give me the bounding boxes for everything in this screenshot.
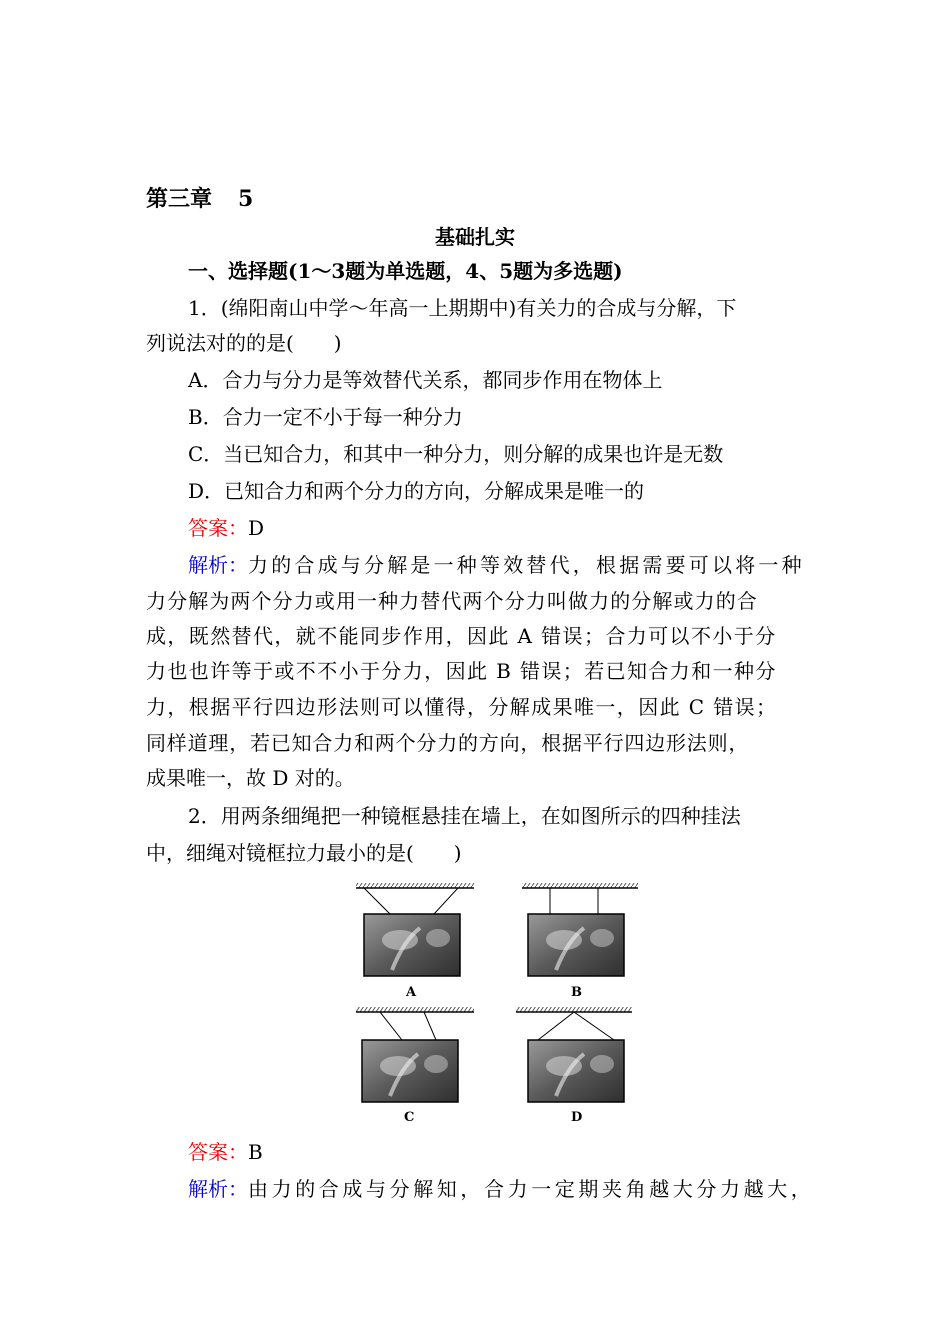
label-a: A bbox=[406, 985, 417, 1000]
q1-stem-line2: 列说法对的的是( ) bbox=[146, 331, 342, 355]
q1-option-b: B．合力一定不小于每一种分力 bbox=[188, 405, 463, 429]
q2-analysis-line1 bbox=[188, 1174, 814, 1204]
section-title: 基础扎实 bbox=[435, 225, 515, 249]
label-c: C bbox=[404, 1110, 415, 1125]
chapter-heading bbox=[146, 184, 253, 214]
q1-analysis-line3: 成，既然替代，就不能同步作用，因此 A 错误；合力可以不小于分 bbox=[146, 624, 777, 648]
frame-option-d bbox=[516, 1007, 632, 1125]
q1-analysis-line6: 同样道理，若已知合力和两个分力的方向，根据平行四边形法则， bbox=[146, 731, 750, 755]
chapter-title: 第三章 bbox=[146, 186, 213, 212]
q1-option-c: C．当已知合力，和其中一种分力，则分解的成果也许是无数 bbox=[188, 442, 724, 466]
q1-stem-line1: 1．(绵阳南山中学～年高一上期期中)有关力的合成与分解，下 bbox=[188, 296, 737, 320]
label-d: D bbox=[571, 1110, 583, 1125]
q2-analysis-text1: 由力的合成与分解知，合力一定期夹角越大分力越大， bbox=[248, 1177, 815, 1201]
q2-analysis-label: 解析： bbox=[188, 1177, 248, 1201]
part-heading: 一、选择题(1～3题为单选题，4、5题为多选题) bbox=[188, 259, 623, 283]
q2-stem-line2: 中，细绳对镜框拉力最小的是( ) bbox=[146, 841, 462, 865]
frame-option-c bbox=[356, 1007, 474, 1125]
q1-analysis-line1 bbox=[188, 550, 805, 580]
q1-analysis-line4: 力也也许等于或不不小于分力，因此 B 错误；若已知合力和一种分 bbox=[146, 659, 777, 683]
q1-analysis-line5: 力，根据平行四边形法则可以懂得，分解成果唯一，因此 C 错误； bbox=[146, 695, 778, 719]
frame-option-b bbox=[522, 883, 638, 1000]
q1-option-d: D．已知合力和两个分力的方向，分解成果是唯一的 bbox=[188, 479, 645, 503]
q1-analysis-line7: 成果唯一，故 D 对的。 bbox=[146, 766, 355, 790]
q1-analysis-text1: 力的合成与分解是一种等效替代，根据需要可以将一种 bbox=[248, 553, 805, 577]
q2-answer-label: 答案： bbox=[188, 1140, 248, 1164]
label-b: B bbox=[571, 985, 582, 1000]
chapter-number: 5 bbox=[238, 186, 254, 212]
q1-option-a: A．合力与分力是等效替代关系，都同步作用在物体上 bbox=[188, 368, 663, 392]
q2-answer bbox=[188, 1137, 263, 1167]
q2-stem-line1: 2．用两条细绳把一种镜框悬挂在墙上，在如图所示的四种挂法 bbox=[188, 804, 741, 828]
hanging-frames-figure bbox=[352, 880, 642, 1130]
q1-answer-label: 答案： bbox=[188, 516, 248, 540]
q1-analysis-line2: 力分解为两个分力或用一种力替代两个分力叫做力的分解或力的合 bbox=[146, 589, 758, 613]
q1-answer-value: D bbox=[248, 516, 265, 540]
q1-analysis-label: 解析： bbox=[188, 553, 248, 577]
q2-answer-value: B bbox=[248, 1140, 263, 1164]
frame-option-a bbox=[356, 883, 474, 1000]
q1-answer bbox=[188, 513, 264, 543]
